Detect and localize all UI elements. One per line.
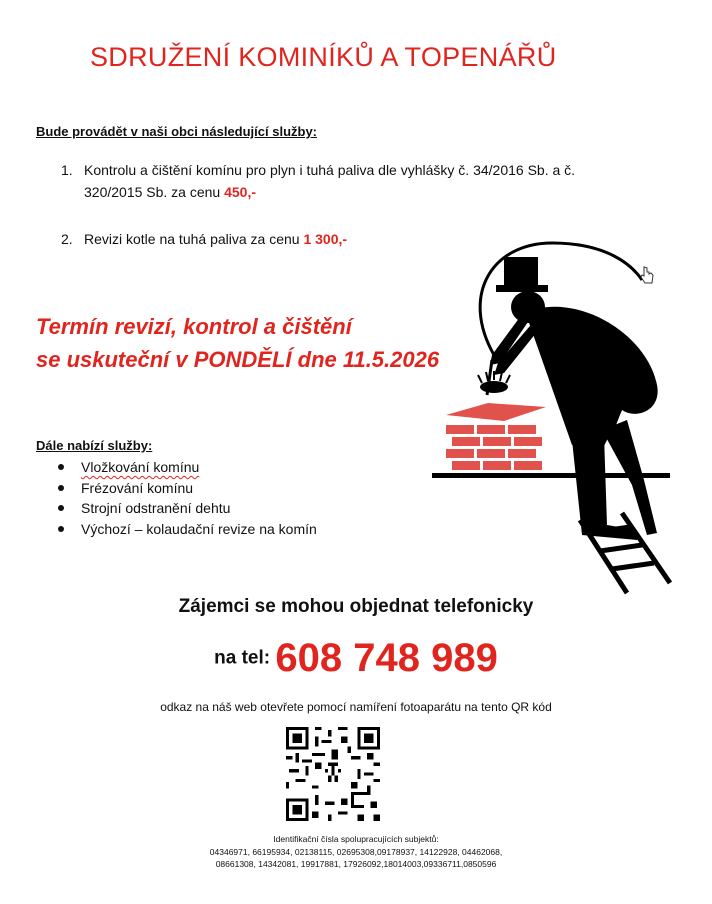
hand-cursor-icon bbox=[640, 266, 654, 284]
service-item-2-text: Revizi kotle na tuhá paliva za cenu bbox=[84, 231, 304, 247]
services-lead: Bude provádět v naši obci následující služby: bbox=[36, 124, 318, 139]
list-item-text: Výchozí – kolaudační revize na komín bbox=[81, 520, 317, 537]
more-services-list bbox=[58, 457, 317, 539]
term-notice bbox=[36, 310, 439, 376]
sweep-silhouette bbox=[490, 257, 658, 540]
bullet-icon bbox=[58, 464, 64, 470]
partner-ids-line-2: 08661308, 14342081, 19917881, 17926092,18014003,09336711,0850596 bbox=[215, 859, 497, 869]
phone-number[interactable]: 608 748 989 bbox=[275, 636, 498, 680]
list-item bbox=[58, 457, 317, 478]
service-item-2-price: 1 300,- bbox=[303, 231, 348, 247]
bullet-icon bbox=[58, 505, 64, 511]
brick-chimney bbox=[446, 403, 546, 473]
list-item-text: Frézování komínu bbox=[81, 479, 194, 496]
list-item bbox=[58, 519, 317, 540]
service-item-1-price: 450,- bbox=[224, 184, 257, 200]
term-line-1: Termín revizí, kontrol a čištění bbox=[36, 314, 352, 339]
service-item-1-text: 320/2015 Sb. za cenu bbox=[84, 184, 225, 200]
phone-label: na tel: bbox=[214, 647, 276, 669]
list-item bbox=[58, 498, 317, 519]
service-number-2: 2. bbox=[61, 231, 73, 247]
list-item-text: Strojní odstranění dehtu bbox=[81, 500, 231, 516]
qr-instruction: odkaz na náš web otevřete pomocí namíření fotoaparátu na tento QR kód bbox=[160, 700, 552, 714]
service-item-2 bbox=[84, 228, 347, 250]
bullet-icon bbox=[58, 526, 64, 532]
list-item bbox=[58, 478, 317, 499]
page-title: SDRUŽENÍ KOMINÍKŮ A TOPENÁŘŮ bbox=[90, 42, 557, 72]
service-number-1: 1. bbox=[61, 162, 73, 178]
partner-ids-line-1: 04346971, 66195934, 02138115, 02695308,09178937, 14122928, 04462068, bbox=[209, 847, 503, 857]
service-item-1-line1: Kontrolu a čištění komínu pro plyn i tuhá paliva dle vyhlášky č. 34/2016 Sb. a č. bbox=[84, 162, 576, 178]
phone-line bbox=[0, 636, 712, 681]
brush-head bbox=[478, 371, 510, 393]
qr-code[interactable] bbox=[286, 727, 380, 821]
term-line-2: se uskuteční v PONDĚLÍ dne 11.5.2026 bbox=[36, 347, 440, 372]
chimney-sweep-illustration bbox=[432, 235, 672, 595]
bullet-icon bbox=[58, 485, 64, 491]
partner-ids-heading: Identifikační čísla spolupracujících subjektů: bbox=[273, 834, 439, 844]
more-services-heading: Dále nabízí služby: bbox=[36, 438, 153, 453]
order-call-to-action: Zájemci se mohou objednat telefonicky bbox=[178, 596, 534, 617]
partner-ids bbox=[0, 846, 712, 870]
list-item-text: Vložkování komínu bbox=[81, 459, 200, 475]
service-item-1-line2 bbox=[84, 181, 575, 203]
service-item-1 bbox=[84, 159, 575, 203]
